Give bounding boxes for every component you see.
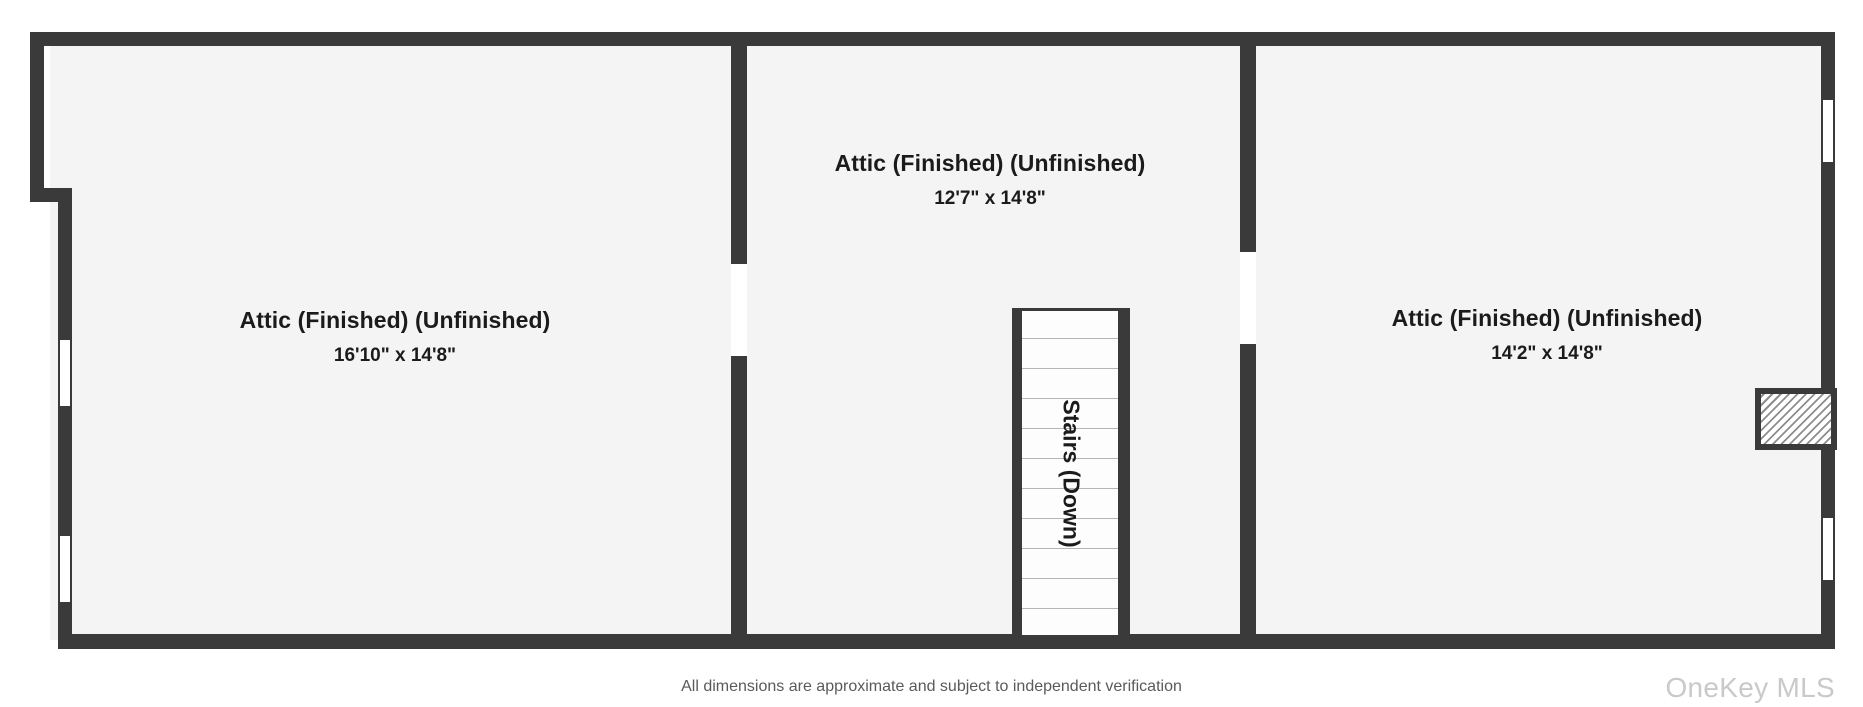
doorway-left-center bbox=[731, 264, 747, 356]
stairs-group bbox=[1012, 308, 1130, 638]
window-left-upper bbox=[58, 338, 72, 408]
room-dimensions: 12'7" x 14'8" bbox=[934, 188, 1046, 210]
doorway-center-right bbox=[1240, 252, 1256, 344]
room-fill-center bbox=[740, 40, 1240, 640]
stairs-left-wall bbox=[1012, 308, 1022, 640]
room-name: Attic (Finished) (Unfinished) bbox=[239, 307, 551, 333]
disclaimer-text: All dimensions are approximate and subject to independent verification bbox=[681, 678, 1182, 695]
watermark-logo: OneKey MLS bbox=[1665, 672, 1835, 703]
stairs-side-wall bbox=[1118, 308, 1130, 640]
room-label-center bbox=[740, 148, 1240, 212]
exterior-wall-left-upper bbox=[30, 32, 44, 202]
exterior-wall-bottom bbox=[58, 634, 1835, 649]
stairs-label bbox=[1012, 308, 1130, 638]
room-label-left bbox=[80, 305, 710, 369]
room-name: Attic (Finished) (Unfinished) bbox=[1391, 305, 1703, 331]
window-left-lower bbox=[58, 534, 72, 604]
window-right-lower bbox=[1821, 516, 1835, 582]
room-dimensions: 14'2" x 14'8" bbox=[1491, 343, 1603, 365]
exterior-wall-top bbox=[30, 32, 1835, 46]
window-right-upper bbox=[1821, 98, 1835, 164]
room-name: Attic (Finished) (Unfinished) bbox=[834, 150, 1146, 176]
room-label-right bbox=[1258, 303, 1836, 367]
stairs-label-text: Stairs (Down) bbox=[1058, 398, 1085, 548]
room-dimensions: 16'10" x 14'8" bbox=[333, 345, 457, 367]
chimney-hatch-block bbox=[1755, 388, 1837, 450]
